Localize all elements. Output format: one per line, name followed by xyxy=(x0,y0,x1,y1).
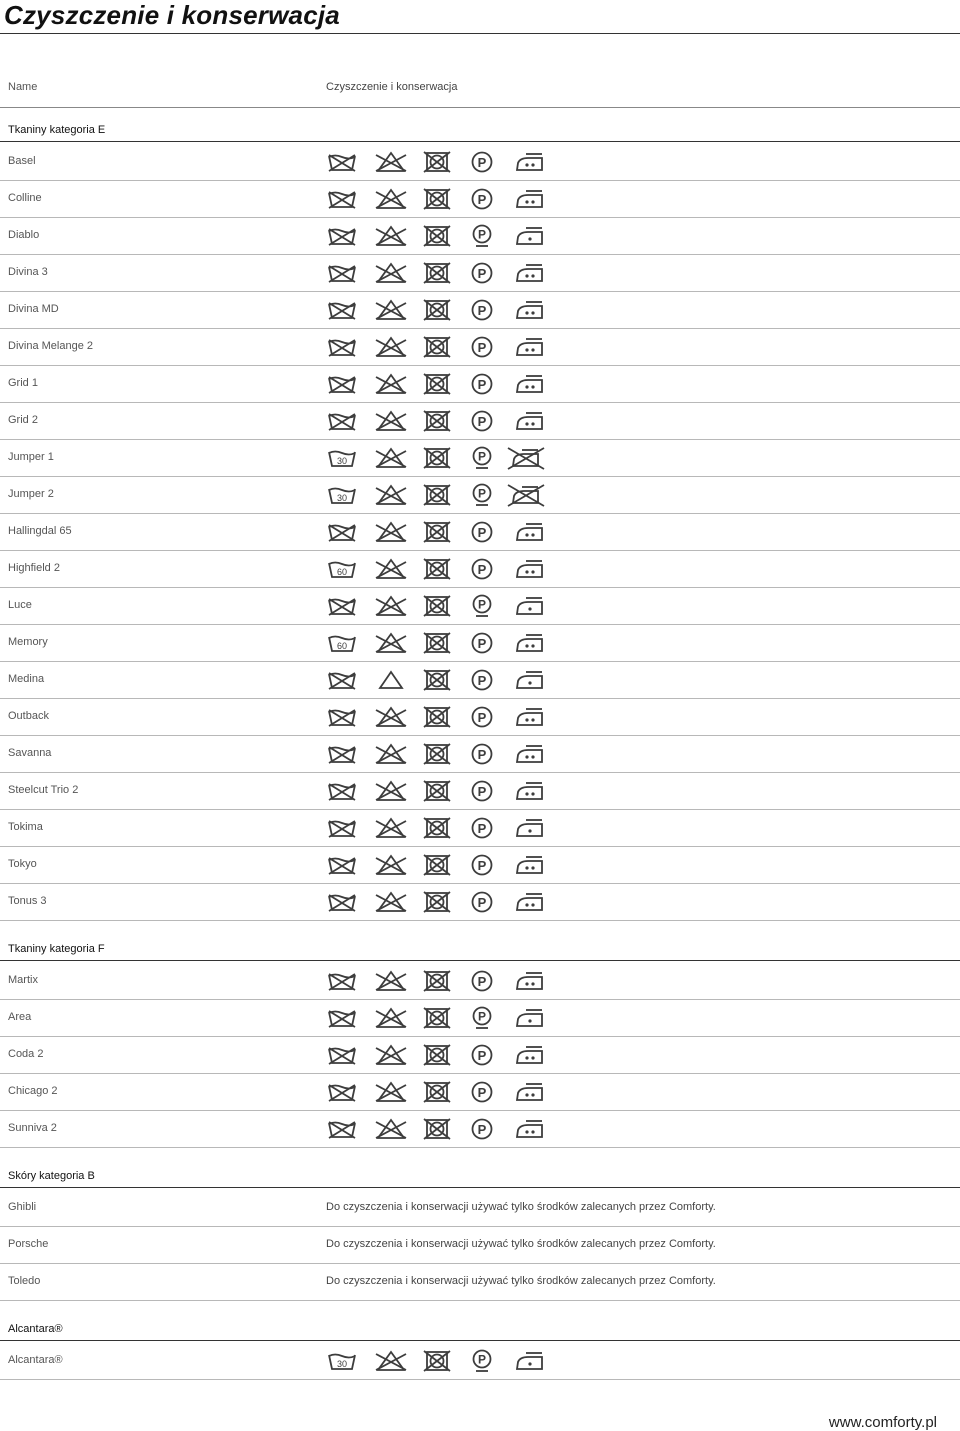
no-tumble-dry-icon xyxy=(422,519,452,550)
table-row xyxy=(0,698,960,736)
dry-clean-p-icon xyxy=(470,741,494,772)
section-label: Alcantara® xyxy=(8,1323,63,1335)
dry-clean-p-icon xyxy=(470,556,494,587)
svg-text:P: P xyxy=(477,377,487,392)
no-tumble-dry-icon xyxy=(422,1348,452,1379)
dry-clean-p-gentle-icon xyxy=(470,482,494,513)
no-tumble-dry-icon xyxy=(422,1005,452,1036)
dry-clean-p-gentle-icon xyxy=(470,593,494,624)
dry-clean-p-icon xyxy=(470,297,494,328)
no-bleach-icon xyxy=(374,223,408,254)
no-tumble-dry-icon xyxy=(422,223,452,254)
table-row xyxy=(0,809,960,847)
dry-clean-p-icon xyxy=(470,260,494,291)
no-tumble-dry-icon xyxy=(422,408,452,439)
fabric-name: Divina 3 xyxy=(8,266,48,278)
table-row xyxy=(0,550,960,588)
svg-text:P: P xyxy=(477,784,487,799)
dry-clean-p-icon xyxy=(470,334,494,365)
table-row xyxy=(0,402,960,440)
svg-text:P: P xyxy=(477,266,487,281)
fabric-name: Colline xyxy=(8,192,42,204)
table-row xyxy=(0,365,960,403)
wash-30-icon xyxy=(326,482,358,513)
iron-medium-icon xyxy=(514,186,546,217)
no-tumble-dry-icon xyxy=(422,482,452,513)
fabric-name: Coda 2 xyxy=(8,1048,44,1060)
section-label: Skóry kategoria B xyxy=(8,1170,95,1182)
svg-text:P: P xyxy=(477,895,487,910)
care-note: Do czyszczenia i konserwacji używać tylko środków zalecanych przez Comforty. xyxy=(326,1201,716,1213)
section-header xyxy=(0,1161,960,1188)
svg-text:30: 30 xyxy=(336,1359,348,1369)
no-wash-icon xyxy=(326,593,358,624)
iron-medium-icon xyxy=(514,1079,546,1110)
table-row xyxy=(0,1263,960,1301)
svg-text:P: P xyxy=(477,340,487,355)
fabric-name: Martix xyxy=(8,974,38,986)
no-bleach-icon xyxy=(374,889,408,920)
no-wash-icon xyxy=(326,852,358,883)
fabric-name: Basel xyxy=(8,155,36,167)
no-bleach-icon xyxy=(374,852,408,883)
dry-clean-p-icon xyxy=(470,186,494,217)
iron-medium-icon xyxy=(514,741,546,772)
no-bleach-icon xyxy=(374,1348,408,1379)
iron-low-icon xyxy=(514,1005,546,1036)
table-row xyxy=(0,254,960,292)
fabric-name: Steelcut Trio 2 xyxy=(8,784,79,796)
fabric-name: Area xyxy=(8,1011,32,1023)
no-tumble-dry-icon xyxy=(422,778,452,809)
no-bleach-icon xyxy=(374,1116,408,1147)
fabric-name: Toledo xyxy=(8,1275,41,1287)
no-tumble-dry-icon xyxy=(422,815,452,846)
table-row xyxy=(0,180,960,218)
table-row xyxy=(0,1110,960,1148)
svg-text:P: P xyxy=(477,562,487,577)
svg-text:P: P xyxy=(477,747,487,762)
no-tumble-dry-icon xyxy=(422,556,452,587)
iron-medium-icon xyxy=(514,297,546,328)
fabric-name: Chicago 2 xyxy=(8,1085,58,1097)
no-bleach-icon xyxy=(374,260,408,291)
no-tumble-dry-icon xyxy=(422,186,452,217)
no-wash-icon xyxy=(326,186,358,217)
svg-text:P: P xyxy=(477,303,487,318)
iron-medium-icon xyxy=(514,260,546,291)
no-wash-icon xyxy=(326,889,358,920)
svg-text:P: P xyxy=(477,1009,487,1024)
fabric-name: Savanna xyxy=(8,747,52,759)
no-wash-icon xyxy=(326,667,358,698)
no-tumble-dry-icon xyxy=(422,667,452,698)
fabric-name: Sunniva 2 xyxy=(8,1122,57,1134)
no-tumble-dry-icon xyxy=(422,1079,452,1110)
dry-clean-p-icon xyxy=(470,852,494,883)
fabric-name: Luce xyxy=(8,599,32,611)
no-tumble-dry-icon xyxy=(422,968,452,999)
no-bleach-icon xyxy=(374,968,408,999)
dry-clean-p-gentle-icon xyxy=(470,1005,494,1036)
no-bleach-icon xyxy=(374,630,408,661)
fabric-name: Outback xyxy=(8,710,49,722)
iron-medium-icon xyxy=(514,334,546,365)
no-bleach-icon xyxy=(374,556,408,587)
dry-clean-p-icon xyxy=(470,889,494,920)
iron-medium-icon xyxy=(514,630,546,661)
iron-medium-icon xyxy=(514,968,546,999)
svg-text:P: P xyxy=(477,974,487,989)
no-bleach-icon xyxy=(374,1042,408,1073)
no-wash-icon xyxy=(326,297,358,328)
svg-text:P: P xyxy=(477,414,487,429)
svg-text:P: P xyxy=(477,227,487,242)
iron-low-icon xyxy=(514,593,546,624)
no-bleach-icon xyxy=(374,408,408,439)
table-row xyxy=(0,846,960,884)
svg-text:P: P xyxy=(477,1122,487,1137)
svg-text:P: P xyxy=(477,636,487,651)
no-wash-icon xyxy=(326,371,358,402)
svg-text:P: P xyxy=(477,597,487,612)
fabric-name: Grid 1 xyxy=(8,377,38,389)
table-row xyxy=(0,328,960,366)
table-row xyxy=(0,962,960,1000)
iron-medium-icon xyxy=(514,1042,546,1073)
svg-text:P: P xyxy=(477,710,487,725)
dry-clean-p-gentle-icon xyxy=(470,1348,494,1379)
fabric-name: Jumper 1 xyxy=(8,451,54,463)
section-label: Tkaniny kategoria F xyxy=(8,943,105,955)
no-tumble-dry-icon xyxy=(422,297,452,328)
dry-clean-p-icon xyxy=(470,1116,494,1147)
svg-text:P: P xyxy=(477,858,487,873)
section-header xyxy=(0,115,960,142)
no-bleach-icon xyxy=(374,445,408,476)
fabric-name: Porsche xyxy=(8,1238,49,1250)
no-tumble-dry-icon xyxy=(422,1116,452,1147)
fabric-name: Medina xyxy=(8,673,45,685)
svg-text:60: 60 xyxy=(336,567,348,577)
no-bleach-icon xyxy=(374,1005,408,1036)
no-bleach-icon xyxy=(374,334,408,365)
no-bleach-icon xyxy=(374,593,408,624)
no-wash-icon xyxy=(326,519,358,550)
no-wash-icon xyxy=(326,741,358,772)
table-row xyxy=(0,291,960,329)
table-row xyxy=(0,772,960,810)
footer-url[interactable]: www.comforty.pl xyxy=(828,1414,937,1431)
no-wash-icon xyxy=(326,223,358,254)
no-wash-icon xyxy=(326,1042,358,1073)
fabric-name: Grid 2 xyxy=(8,414,38,426)
dry-clean-p-gentle-icon xyxy=(470,445,494,476)
title-divider xyxy=(0,33,960,34)
fabric-name: Tokima xyxy=(8,821,43,833)
svg-text:P: P xyxy=(477,673,487,688)
wash-30-icon xyxy=(326,1348,358,1379)
section-header xyxy=(0,1314,960,1341)
fabric-name: Hallingdal 65 xyxy=(8,525,72,537)
no-wash-icon xyxy=(326,968,358,999)
no-iron-icon xyxy=(506,445,546,476)
no-tumble-dry-icon xyxy=(422,630,452,661)
dry-clean-p-icon xyxy=(470,408,494,439)
table-row xyxy=(0,587,960,625)
svg-text:P: P xyxy=(477,155,487,170)
iron-medium-icon xyxy=(514,556,546,587)
section-label: Tkaniny kategoria E xyxy=(8,124,106,136)
no-tumble-dry-icon xyxy=(422,260,452,291)
fabric-name: Highfield 2 xyxy=(8,562,60,574)
iron-low-icon xyxy=(514,667,546,698)
iron-low-icon xyxy=(514,1348,546,1379)
iron-low-icon xyxy=(514,223,546,254)
no-wash-icon xyxy=(326,408,358,439)
no-wash-icon xyxy=(326,1005,358,1036)
no-bleach-icon xyxy=(374,1079,408,1110)
svg-text:60: 60 xyxy=(336,641,348,651)
no-tumble-dry-icon xyxy=(422,149,452,180)
no-tumble-dry-icon xyxy=(422,593,452,624)
dry-clean-p-icon xyxy=(470,1042,494,1073)
table-row xyxy=(0,1036,960,1074)
no-tumble-dry-icon xyxy=(422,889,452,920)
fabric-name: Divina Melange 2 xyxy=(8,340,93,352)
iron-medium-icon xyxy=(514,889,546,920)
no-bleach-icon xyxy=(374,741,408,772)
no-wash-icon xyxy=(326,778,358,809)
no-bleach-icon xyxy=(374,371,408,402)
no-tumble-dry-icon xyxy=(422,371,452,402)
dry-clean-p-icon xyxy=(470,149,494,180)
no-tumble-dry-icon xyxy=(422,334,452,365)
no-tumble-dry-icon xyxy=(422,1042,452,1073)
svg-text:P: P xyxy=(477,821,487,836)
iron-medium-icon xyxy=(514,1116,546,1147)
no-iron-icon xyxy=(506,482,546,513)
fabric-name: Ghibli xyxy=(8,1201,37,1213)
page-title: Czyszczenie i konserwacja xyxy=(4,0,340,30)
svg-text:30: 30 xyxy=(336,493,348,503)
no-bleach-icon xyxy=(374,482,408,513)
table-row xyxy=(0,1226,960,1264)
no-wash-icon xyxy=(326,815,358,846)
wash-30-icon xyxy=(326,445,358,476)
section-header xyxy=(0,934,960,961)
svg-text:P: P xyxy=(477,192,487,207)
dry-clean-p-icon xyxy=(470,630,494,661)
iron-medium-icon xyxy=(514,852,546,883)
svg-text:P: P xyxy=(477,449,487,464)
dry-clean-p-icon xyxy=(470,778,494,809)
no-tumble-dry-icon xyxy=(422,741,452,772)
table-row xyxy=(0,883,960,921)
iron-medium-icon xyxy=(514,408,546,439)
iron-medium-icon xyxy=(514,371,546,402)
no-bleach-icon xyxy=(374,297,408,328)
no-bleach-icon xyxy=(374,778,408,809)
svg-text:P: P xyxy=(477,1352,487,1367)
table-row xyxy=(0,1073,960,1111)
table-row xyxy=(0,439,960,477)
care-note: Do czyszczenia i konserwacji używać tylko środków zalecanych przez Comforty. xyxy=(326,1238,716,1250)
table-row xyxy=(0,661,960,699)
table-row xyxy=(0,513,960,551)
svg-text:30: 30 xyxy=(336,456,348,466)
table-header xyxy=(0,70,960,108)
no-tumble-dry-icon xyxy=(422,704,452,735)
svg-text:P: P xyxy=(477,486,487,501)
no-bleach-icon xyxy=(374,186,408,217)
no-tumble-dry-icon xyxy=(422,852,452,883)
svg-text:P: P xyxy=(477,1085,487,1100)
wash-60-icon xyxy=(326,556,358,587)
wash-60-icon xyxy=(326,630,358,661)
bleach-icon xyxy=(374,667,408,698)
fabric-name: Tonus 3 xyxy=(8,895,47,907)
svg-text:P: P xyxy=(477,525,487,540)
dry-clean-p-icon xyxy=(470,968,494,999)
table-row xyxy=(0,999,960,1037)
dry-clean-p-icon xyxy=(470,1079,494,1110)
iron-medium-icon xyxy=(514,519,546,550)
no-wash-icon xyxy=(326,1079,358,1110)
dry-clean-p-icon xyxy=(470,519,494,550)
dry-clean-p-gentle-icon xyxy=(470,223,494,254)
fabric-name: Jumper 2 xyxy=(8,488,54,500)
fabric-name: Divina MD xyxy=(8,303,59,315)
iron-medium-icon xyxy=(514,704,546,735)
no-tumble-dry-icon xyxy=(422,445,452,476)
fabric-name: Diablo xyxy=(8,229,40,241)
no-bleach-icon xyxy=(374,149,408,180)
no-wash-icon xyxy=(326,149,358,180)
no-bleach-icon xyxy=(374,519,408,550)
table-row xyxy=(0,735,960,773)
fabric-name: Tokyo xyxy=(8,858,37,870)
care-note: Do czyszczenia i konserwacji używać tylko środków zalecanych przez Comforty. xyxy=(326,1275,716,1287)
no-wash-icon xyxy=(326,704,358,735)
svg-text:P: P xyxy=(477,1048,487,1063)
no-bleach-icon xyxy=(374,704,408,735)
iron-medium-icon xyxy=(514,778,546,809)
no-bleach-icon xyxy=(374,815,408,846)
dry-clean-p-icon xyxy=(470,667,494,698)
column-header-care: Czyszczenie i konserwacja xyxy=(326,81,458,93)
fabric-name: Memory xyxy=(8,636,48,648)
dry-clean-p-icon xyxy=(470,815,494,846)
dry-clean-p-icon xyxy=(470,371,494,402)
table-row xyxy=(0,1342,960,1380)
fabric-name: Alcantara® xyxy=(8,1354,63,1366)
dry-clean-p-icon xyxy=(470,704,494,735)
table-row xyxy=(0,217,960,255)
table-row xyxy=(0,476,960,514)
column-header-name: Name xyxy=(8,81,38,93)
table-row xyxy=(0,143,960,181)
table-row xyxy=(0,624,960,662)
no-wash-icon xyxy=(326,334,358,365)
iron-medium-icon xyxy=(514,149,546,180)
no-wash-icon xyxy=(326,1116,358,1147)
iron-low-icon xyxy=(514,815,546,846)
no-wash-icon xyxy=(326,260,358,291)
table-row xyxy=(0,1189,960,1227)
